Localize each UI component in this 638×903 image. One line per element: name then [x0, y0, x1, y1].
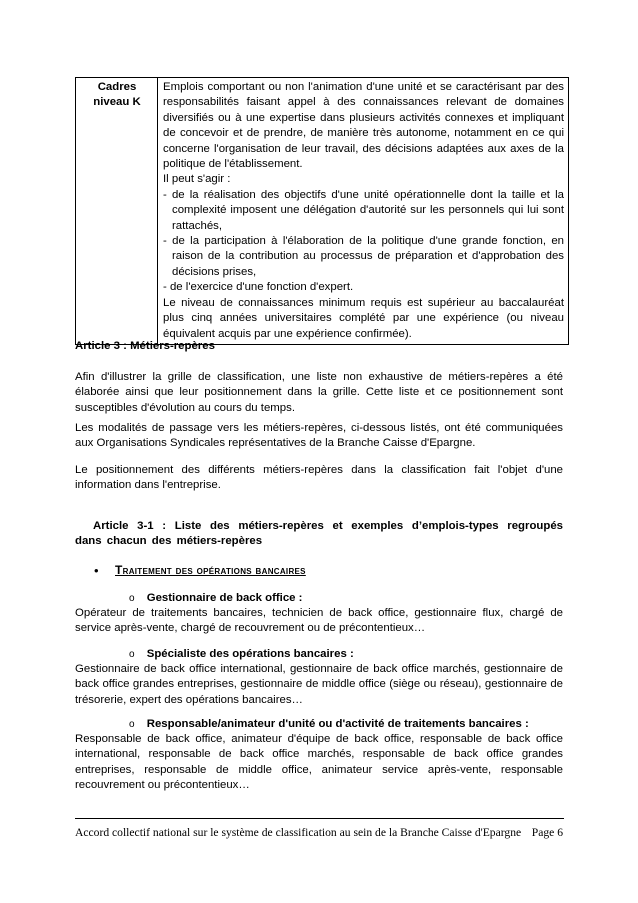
- level-label-line1: Cadres: [97, 81, 137, 93]
- level-description-intro: Il peut s'agir :: [163, 173, 231, 186]
- subitem-text: Responsable de back office, animateur d'équipe de back office, responsable de back office international, responsable de back office marchés, responsable de back office grandes entreprises, responsable de middle office, animateur service après-vente, responsable recouvrement ou précontentieux…: [75, 733, 563, 792]
- subitem-heading: [129, 647, 354, 662]
- level-description-item: - de l'exercice d'une fonction d'expert.: [163, 281, 354, 294]
- article3-paragraph: Le positionnement des différents métiers-repères dans la classification fait l'objet d'une information dans l'entreprise.: [75, 464, 563, 492]
- level-description-item: - de la réalisation des objectifs d'une unité opérationnelle dont la taille et la complexité imposent une délégation d'autorité sur les personnels qui lui sont rattachés,: [163, 188, 564, 232]
- subitem-text: Gestionnaire de back office international, gestionnaire de back office marchés, gestionnaire de back office grandes entreprises, gestionnaire de middle office (siège ou réseau), gestionnaire de trésorerie, expert des opérations bancaires…: [75, 663, 563, 706]
- footer-text: Accord collectif national sur le système de classification au sein de la Branche Caisse d'Epargne: [75, 826, 522, 839]
- article31-title: Article 3-1 : Liste des métiers-repères et exemples d’emplois-types regroupés dans chacun des métiers-repères: [75, 520, 563, 548]
- page-footer: [75, 825, 563, 840]
- level-label-line2: niveau K: [93, 96, 141, 109]
- subitem-title: Responsable/animateur d'unité ou d'activité de traitements bancaires :: [146, 718, 529, 730]
- level-description-cell: [158, 78, 569, 345]
- subitem-title: Gestionnaire de back office :: [146, 592, 303, 604]
- level-description-para1: Emplois comportant ou non l'animation d'une unité et se caractérisant par des responsabilités faisant appel à des connaissances relevant de domaines diversifiés ou à une expertise dans plusieurs activités connexes et impliquant de concevoir et de prendre, de manière très autonome, notamment en ce qui concerne l'organisation de leur travail, des décisions adaptées aux axes de la politique de l'établissement.: [163, 81, 564, 171]
- circle-bullet-icon: o: [129, 593, 135, 604]
- level-description-item: - de la participation à l'élaboration de la politique d'une grande fonction, en raison de la contribution au processus de préparation et d'approbation des décisions prises,: [163, 235, 564, 278]
- footer-divider: [75, 818, 564, 819]
- subitem-heading: [129, 717, 529, 732]
- article3-paragraph: Les modalités de passage vers les métiers-repères, ci-dessous listés, ont été communiquées aux Organisations Syndicales représentatives de la Branche Caisse d'Epargne.: [75, 422, 563, 450]
- subitem-title: Spécialiste des opérations bancaires :: [146, 648, 354, 660]
- circle-bullet-icon: o: [129, 719, 135, 730]
- section-title: Traitement des opérations bancaires: [115, 563, 306, 577]
- subitem-heading: [129, 591, 302, 606]
- level-label-cell: [76, 78, 158, 345]
- classification-table: [75, 77, 569, 345]
- section-bullet: [94, 563, 306, 580]
- level-description-para2: Le niveau de connaissances minimum requis est supérieur au baccalauréat plus cinq années universitaires complété par une expérience (ou niveau équivalent acquis par une expérience confirmée).: [163, 296, 564, 340]
- bullet-icon: •: [94, 563, 99, 578]
- page-number: Page 6: [531, 826, 563, 839]
- article3-title: Article 3 : Métiers-repères: [75, 340, 215, 352]
- subitem-text: Opérateur de traitements bancaires, technicien de back office, gestionnaire flux, chargé de service après-vente, chargé de recouvrement ou de précontentieux…: [75, 607, 563, 635]
- circle-bullet-icon: o: [129, 649, 135, 660]
- article3-paragraph: Afin d'illustrer la grille de classification, une liste non exhaustive de métiers-repères a été élaborée ainsi que leur positionnement dans la grille. Cette liste et ce positionnement sont susceptibles d'évolution au cours du temps.: [75, 371, 563, 414]
